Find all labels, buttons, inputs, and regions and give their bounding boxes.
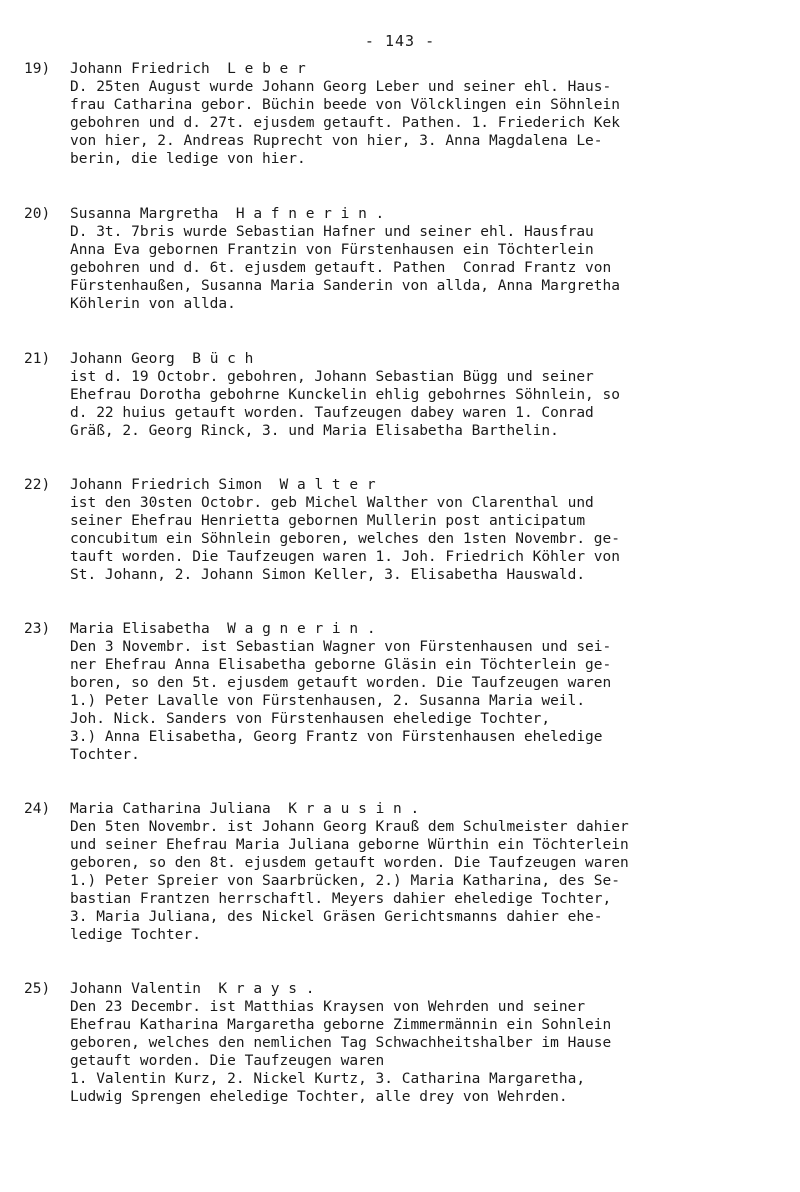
- entry-line: berin, die ledige von hier.: [70, 151, 306, 167]
- entry-line: Den 3 Novembr. ist Sebastian Wagner von Fürstenhausen und sei-: [70, 639, 612, 655]
- entry-line: Ehefrau Katharina Margaretha geborne Zimmermännin ein Sohnlein: [70, 1017, 612, 1033]
- entry-text: [70, 368, 784, 440]
- entry-line: Fürstenhaußen, Susanna Maria Sanderin von allda, Anna Margretha: [70, 278, 620, 294]
- entry-text: [70, 998, 784, 1106]
- entry-line: Tochter.: [70, 747, 140, 763]
- entry-line: boren, so den 5t. ejusdem getauft worden. Die Taufzeugen waren: [70, 675, 612, 691]
- entry-given-name: Maria Catharina Juliana: [70, 801, 271, 817]
- entry-line: von hier, 2. Andreas Ruprecht von hier, 3. Anna Magdalena Le-: [70, 133, 603, 149]
- entry-surname: B ü c h: [192, 351, 254, 367]
- entry-heading: [24, 205, 784, 223]
- entry-surname: K r a y s .: [218, 981, 315, 997]
- entry-line: Den 5ten Novembr. ist Johann Georg Krauß dem Schulmeister dahier: [70, 819, 629, 835]
- entry-heading: [24, 800, 784, 818]
- entry-text: [70, 638, 784, 764]
- entry-line: gebohren und d. 6t. ejusdem getauft. Pathen Conrad Frantz von: [70, 260, 612, 276]
- entry-surname: K r a u s i n .: [288, 801, 420, 817]
- entry-number: 20): [24, 206, 51, 222]
- entry-line: geboren, so den 8t. ejusdem getauft worden. Die Taufzeugen waren: [70, 855, 629, 871]
- baptism-entry: [24, 350, 784, 440]
- entry-surname: W a g n e r i n .: [227, 621, 376, 637]
- entry-number: 19): [24, 61, 51, 77]
- entry-line: Den 23 Decembr. ist Matthias Kraysen von Wehrden und seiner: [70, 999, 586, 1015]
- entry-line: Köhlerin von allda.: [70, 296, 236, 312]
- entry-given-name: Johann Friedrich Simon: [70, 477, 263, 493]
- entry-given-name: Johann Valentin: [70, 981, 201, 997]
- entry-line: d. 22 huius getauft worden. Taufzeugen dabey waren 1. Conrad: [70, 405, 594, 421]
- entry-surname: L e b e r: [227, 61, 306, 77]
- page-number: - 143 -: [364, 32, 436, 50]
- entry-line: getauft worden. Die Taufzeugen waren: [70, 1053, 385, 1069]
- entry-line: ist den 30sten Octobr. geb Michel Walther von Clarenthal und: [70, 495, 594, 511]
- entry-number: 24): [24, 801, 51, 817]
- entry-line: Ludwig Sprengen eheledige Tochter, alle drey von Wehrden.: [70, 1089, 568, 1105]
- entry-line: 3. Maria Juliana, des Nickel Gräsen Gerichtsmanns dahier ehe-: [70, 909, 603, 925]
- entry-line: seiner Ehefrau Henrietta gebornen Mullerin post anticipatum: [70, 513, 586, 529]
- entry-line: und seiner Ehefrau Maria Juliana geborne Würthin ein Töchterlein: [70, 837, 629, 853]
- baptism-entry: [24, 620, 784, 764]
- entry-line: bastian Frantzen herrschaftl. Meyers dahier eheledige Tochter,: [70, 891, 612, 907]
- entry-line: frau Catharina gebor. Büchin beede von Völcklingen ein Söhnlein: [70, 97, 620, 113]
- entry-line: ner Ehefrau Anna Elisabetha geborne Gläsin ein Töchterlein ge-: [70, 657, 612, 673]
- entry-given-name: Maria Elisabetha: [70, 621, 210, 637]
- entry-given-name: Susanna Margretha: [70, 206, 219, 222]
- entry-line: concubitum ein Söhnlein geboren, welches den 1sten Novembr. ge-: [70, 531, 620, 547]
- entry-surname: W a l t e r: [279, 477, 376, 493]
- entry-line: ledige Tochter.: [70, 927, 201, 943]
- entry-line: 1.) Peter Spreier von Saarbrücken, 2.) Maria Katharina, des Se-: [70, 873, 620, 889]
- entry-line: St. Johann, 2. Johann Simon Keller, 3. Elisabetha Hauswald.: [70, 567, 586, 583]
- entry-text: [70, 223, 784, 313]
- entry-number: 21): [24, 351, 51, 367]
- entry-line: Ehefrau Dorotha gebohrne Kunckelin ehlig gebohrnes Söhnlein, so: [70, 387, 620, 403]
- entry-heading: [24, 350, 784, 368]
- entry-line: ist d. 19 Octobr. gebohren, Johann Sebastian Bügg und seiner: [70, 369, 594, 385]
- entry-text: [70, 494, 784, 584]
- entry-given-name: Johann Friedrich: [70, 61, 210, 77]
- entry-number: 22): [24, 477, 51, 493]
- entry-heading: [24, 476, 784, 494]
- entry-line: 1.) Peter Lavalle von Fürstenhausen, 2. Susanna Maria weil.: [70, 693, 586, 709]
- entry-line: Anna Eva gebornen Frantzin von Fürstenhausen ein Töchterlein: [70, 242, 594, 258]
- baptism-entry: [24, 800, 784, 944]
- entry-given-name: Johann Georg: [70, 351, 175, 367]
- entry-heading: [24, 60, 784, 78]
- baptism-entry: [24, 205, 784, 313]
- entry-line: Gräß, 2. Georg Rinck, 3. und Maria Elisabetha Barthelin.: [70, 423, 559, 439]
- entry-line: D. 25ten August wurde Johann Georg Leber und seiner ehl. Haus-: [70, 79, 612, 95]
- entry-text: [70, 78, 784, 168]
- entry-text: [70, 818, 784, 944]
- entry-line: tauft worden. Die Taufzeugen waren 1. Joh. Friedrich Köhler von: [70, 549, 620, 565]
- entry-heading: [24, 620, 784, 638]
- entry-number: 23): [24, 621, 51, 637]
- entry-surname: H a f n e r i n .: [235, 206, 385, 222]
- entry-heading: [24, 980, 784, 998]
- entry-line: Joh. Nick. Sanders von Fürstenhausen eheledige Tochter,: [70, 711, 551, 727]
- baptism-entry: [24, 980, 784, 1106]
- baptism-entry: [24, 60, 784, 168]
- entry-line: gebohren und d. 27t. ejusdem getauft. Pathen. 1. Friederich Kek: [70, 115, 620, 131]
- entry-line: D. 3t. 7bris wurde Sebastian Hafner und seiner ehl. Hausfrau: [70, 224, 594, 240]
- entry-line: 1. Valentin Kurz, 2. Nickel Kurtz, 3. Catharina Margaretha,: [70, 1071, 586, 1087]
- entry-number: 25): [24, 981, 51, 997]
- entry-line: 3.) Anna Elisabetha, Georg Frantz von Fürstenhausen eheledige: [70, 729, 603, 745]
- baptism-entry: [24, 476, 784, 584]
- entry-line: geboren, welches den nemlichen Tag Schwachheitshalber im Hause: [70, 1035, 612, 1051]
